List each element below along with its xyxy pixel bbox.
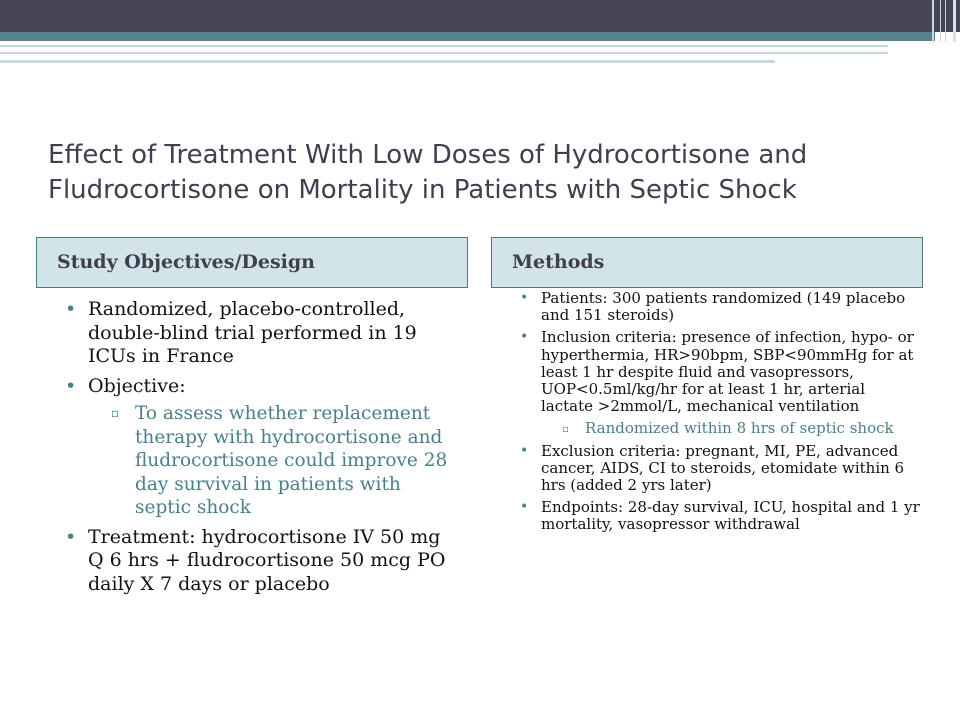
list-item: • Patients: 300 patients randomized (149 placebo and 151 steroids): [520, 290, 920, 324]
slide-title: [48, 138, 928, 208]
list-item: • Exclusion criteria: pregnant, MI, PE, advanced cancer, AIDS, CI to steroids, etomidate within 6 hrs (added 2 yrs later): [520, 443, 920, 495]
decorative-rule: [0, 52, 888, 54]
objective-sub-list: [111, 402, 460, 520]
inclusion-sub-list: [562, 420, 920, 437]
decorative-vertical-bar: [953, 0, 956, 42]
decorative-rule: [0, 45, 888, 47]
decorative-rule: [0, 60, 775, 63]
study-objectives-header: Study Objectives/Design: [36, 237, 468, 288]
title-line-1: Effect of Treatment With Low Doses of Hydrocortisone and: [48, 140, 808, 170]
sub-list-item: ▫ Randomized within 8 hrs of septic shock: [562, 420, 920, 437]
list-item: [520, 329, 920, 437]
list-item: • Endpoints: 28-day survival, ICU, hospital and 1 yr mortality, vasopressor withdrawal: [520, 499, 920, 533]
list-item: • Treatment: hydrocortisone IV 50 mg Q 6 hrs + fludrocortisone 50 mcg PO daily X 7 days or placebo: [65, 526, 460, 597]
decorative-vertical-bar: [945, 0, 946, 42]
title-line-2: Fludrocortisone on Mortality in Patients with Septic Shock: [48, 175, 797, 205]
list-item: • Randomized, placebo-controlled, double-blind trial performed in 19 ICUs in France: [65, 298, 460, 369]
teal-decorative-band: [0, 32, 935, 41]
objective-label: Objective:: [88, 374, 186, 397]
list-item: [65, 375, 460, 520]
methods-header: Methods: [491, 237, 923, 288]
sub-list-item: ▫ To assess whether replacement therapy with hydrocortisone and fludrocortisone could improve 28 day survival in patients with septic shock: [111, 402, 460, 520]
decorative-vertical-bar: [932, 0, 934, 42]
top-decorative-band: [0, 0, 960, 32]
study-objectives-list: [65, 290, 460, 602]
methods-list: [520, 290, 920, 539]
inclusion-criteria-text: Inclusion criteria: presence of infection, hypo- or hyperthermia, HR>90bpm, SBP<90mmHg for at least 1 hr despite fluid and vasopressors, UOP<0.5ml/kg/hr for at least 1 hr, arterial lactate >2mmol/L, mechanical ventilation: [541, 328, 914, 416]
decorative-vertical-bar: [940, 0, 941, 42]
